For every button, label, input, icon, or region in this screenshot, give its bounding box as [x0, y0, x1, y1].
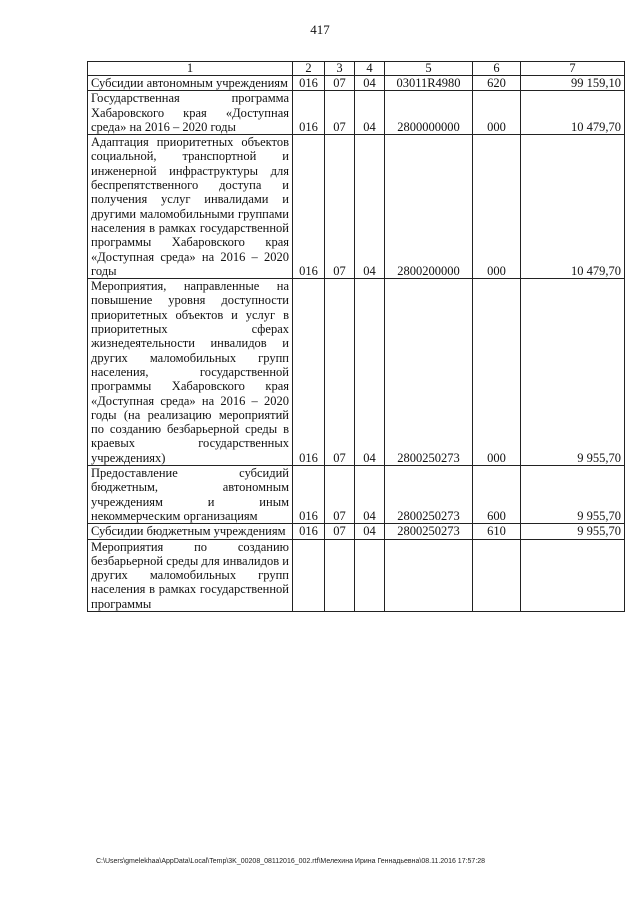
- row-target-article: 2800000000: [385, 91, 473, 135]
- row-expense-type: [473, 539, 521, 611]
- table-row: [88, 91, 625, 135]
- budget-table: [87, 61, 625, 612]
- row-expense-type: 610: [473, 524, 521, 539]
- row-ministry-code: 016: [293, 279, 325, 466]
- row-expense-type: 000: [473, 135, 521, 279]
- column-header-2: 2: [293, 62, 325, 76]
- column-header-4: 4: [355, 62, 385, 76]
- page-number: 417: [310, 22, 330, 37]
- row-section-code: 07: [325, 279, 355, 466]
- row-name: Адаптация приоритетных объектов социальной, транспортной и инженерной инфраструктуры для беспрепятственного доступа и получения услуг инвалидами и другими маломобильными группами населения в рамках государственной программы Хабаровского края «Доступная среда» на 2016 – 2020 годы: [88, 135, 293, 279]
- row-section-code: 07: [325, 466, 355, 524]
- row-target-article: 2800250273: [385, 524, 473, 539]
- file-path-footer: C:\Users\gmelekhaa\AppData\Local\Temp\3K_00208_08112016_002.rtf\Мелехина Ирина Геннадьевна\08.11.2016 17:57:28: [96, 858, 486, 865]
- column-header-3: 3: [325, 62, 355, 76]
- row-ministry-code: 016: [293, 91, 325, 135]
- table-header-row: [88, 62, 625, 76]
- row-amount: [521, 539, 625, 611]
- row-amount: 9 955,70: [521, 466, 625, 524]
- row-subsection-code: 04: [355, 279, 385, 466]
- table-row: [88, 279, 625, 466]
- row-subsection-code: 04: [355, 76, 385, 91]
- table-row: [88, 135, 625, 279]
- row-target-article: 2800250273: [385, 279, 473, 466]
- row-section-code: 07: [325, 135, 355, 279]
- column-header-6: 6: [473, 62, 521, 76]
- row-target-article: 03011R4980: [385, 76, 473, 91]
- row-name: Субсидии автономным учреждениям: [88, 76, 293, 91]
- row-ministry-code: [293, 539, 325, 611]
- table-row: [88, 524, 625, 539]
- row-name: Государственная программа Хабаровского края «Доступная среда» на 2016 – 2020 годы: [88, 91, 293, 135]
- row-target-article: [385, 539, 473, 611]
- row-section-code: 07: [325, 76, 355, 91]
- column-header-1: 1: [88, 62, 293, 76]
- row-subsection-code: [355, 539, 385, 611]
- row-subsection-code: 04: [355, 466, 385, 524]
- row-section-code: 07: [325, 91, 355, 135]
- row-name: Предоставление субсидий бюджетным, автономным учреждениям и иным некоммерческим организациям: [88, 466, 293, 524]
- row-amount: 10 479,70: [521, 91, 625, 135]
- column-header-7: 7: [521, 62, 625, 76]
- row-target-article: 2800200000: [385, 135, 473, 279]
- row-ministry-code: 016: [293, 466, 325, 524]
- row-subsection-code: 04: [355, 91, 385, 135]
- row-name: Мероприятия по созданию безбарьерной среды для инвалидов и других маломобильных групп населения в рамках государственной программы: [88, 539, 293, 611]
- row-expense-type: 000: [473, 279, 521, 466]
- row-expense-type: 000: [473, 91, 521, 135]
- table-row: [88, 76, 625, 91]
- row-section-code: 07: [325, 524, 355, 539]
- row-ministry-code: 016: [293, 76, 325, 91]
- row-ministry-code: 016: [293, 135, 325, 279]
- row-subsection-code: 04: [355, 524, 385, 539]
- row-expense-type: 600: [473, 466, 521, 524]
- row-amount: 9 955,70: [521, 279, 625, 466]
- row-amount: 9 955,70: [521, 524, 625, 539]
- row-section-code: [325, 539, 355, 611]
- row-target-article: 2800250273: [385, 466, 473, 524]
- row-name: Субсидии бюджетным учреждениям: [88, 524, 293, 539]
- table-row: [88, 466, 625, 524]
- row-name: Мероприятия, направленные на повышение уровня доступности приоритетных объектов и услуг в приоритетных сферах жизнедеятельности инвалидов и других маломобильных групп населения, государственной программы Хабаровского края «Доступная среда» на 2016 – 2020 годы (на реализацию мероприятий по созданию безбарьерной среды в краевых государственных учреждениях): [88, 279, 293, 466]
- row-ministry-code: 016: [293, 524, 325, 539]
- column-header-5: 5: [385, 62, 473, 76]
- row-amount: 99 159,10: [521, 76, 625, 91]
- row-expense-type: 620: [473, 76, 521, 91]
- row-subsection-code: 04: [355, 135, 385, 279]
- table-row: [88, 539, 625, 611]
- row-amount: 10 479,70: [521, 135, 625, 279]
